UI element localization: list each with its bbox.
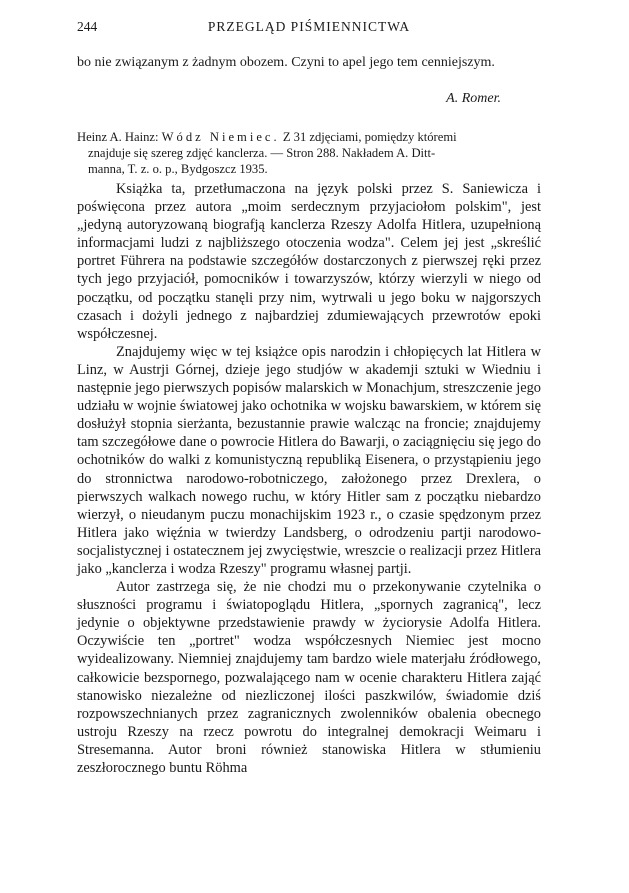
running-header: [77, 19, 541, 37]
body-paragraph-2: Znajdujemy więc w tej książce opis narodzin i chłopięcych lat Hitlera w Linz, w Austrji Górnej, dzieje jego studjów w akademji sztuki w Wiedniu i następnie jego pierwszych popisów malarskich w Monachjum, streszczenie jego udziału w wojnie światowej jako ochotnika w wojsku bawarskiem, w którem się dosłużył stopnia sierżanta, bezustannie prawie walcząc na froncie; znajdujemy tam szczegółowe dane o powrocie Hitlera do Bawarji, o zaciągnięciu się jego do ochotników do walki z komunistyczną republiką Eisenera, o przystąpieniu jego do stronnictwa narodowo-robotniczego, założonego przez Drexlera, o pierwszych walkach nowego ruchu, w który Hitler sam z początku niebardzo wierzył, o nieudanym puczu monachijskim 1923 r., o czasie spędzonym przez Hitlera jako więźnia w twierdzy Landsberg, o odrodzeniu partji narodowo-socjalistycznej i ostatecznem jej zwycięstwie, wreszcie o realizacji przez Hitlera jako „kanclerza i wodza Rzeszy" programu własnej partji.: [77, 343, 541, 577]
reviewer-signature: A. Romer.: [446, 91, 501, 106]
previous-review-closing-text: bo nie związanym z żadnym obozem. Czyni to apel jego tem cenniejszym.: [77, 55, 495, 70]
body-paragraph-3: Autor zastrzega się, że nie chodzi mu o przekonywanie czytelnika o słuszności programu i światopoglądu Hitlera, „spornych zagranicą", lecz jedynie o objektywne przedstawienie prawdy w życiorysie Adolfa Hitlera. Oczywiście ten „portret" wodza współczesnych Niemiec jest mocno wyidealizowany. Niemniej znajdujemy tam bardzo wiele materjału źródłowego, całkowicie bezspornego, pozwalającego nam w ocenie charakteru Hitlera zająć stanowisko niezależne od niezliczonej ilości paszkwilów, świadomie dziś rozpowszechnianych przez zagranicznych zwolenników obalenia obecnego ustroju Rzeszy na rzecz powrotu do integralnej demokracji Weimaru i Stresemanna. Autor broni również stanowiska Hitlera w stłumieniu zeszłorocznego buntu Röhma: [77, 579, 541, 776]
previous-review-ending: [77, 54, 541, 71]
citation-details-line1: Z 31 zdjęciami, pomiędzy któremi: [282, 130, 457, 144]
book-citation: [77, 129, 541, 177]
citation-details-line2: znajduje się szereg zdjęć kanclerza. — Stron 288. Nakładem A. Ditt-: [88, 146, 436, 160]
citation-author: Heinz A. Hainz:: [77, 130, 159, 144]
journal-title: PRZEGLĄD PIŚMIENNICTWA: [207, 19, 411, 34]
body-paragraph-1: Książka ta, przetłumaczona na język polski przez S. Saniewicza i poświęcona przez autora „moim serdecznym przyjaciołom polskim", jest „jedyną autoryzowaną biografją kanclerza Rzeszy Adolfa Hitlera, uzupełnioną informacjami ludzi z najbliższego otoczenia wodza". Celem jej jest „skreślić portret Führera na podstawie szczegółów dostarczonych z pierwszej ręki przez tych jego przyjaciół, pomocników i towarzyszów, którzy wierzyli w niego od początku, od początku stanęli przy nim, wytrwali u jego boku w najgorszych czasach i dożyli jednego z najbardziej zdumiewających przewrotów epoki współczesnej.: [77, 181, 541, 342]
review-body: [77, 180, 541, 777]
citation-details-line3: manna, T. z. o. p., Bydgoszcz 1935.: [88, 162, 268, 176]
page-number: 244: [77, 19, 98, 34]
citation-title: Wódz Niemiec.: [161, 130, 280, 144]
